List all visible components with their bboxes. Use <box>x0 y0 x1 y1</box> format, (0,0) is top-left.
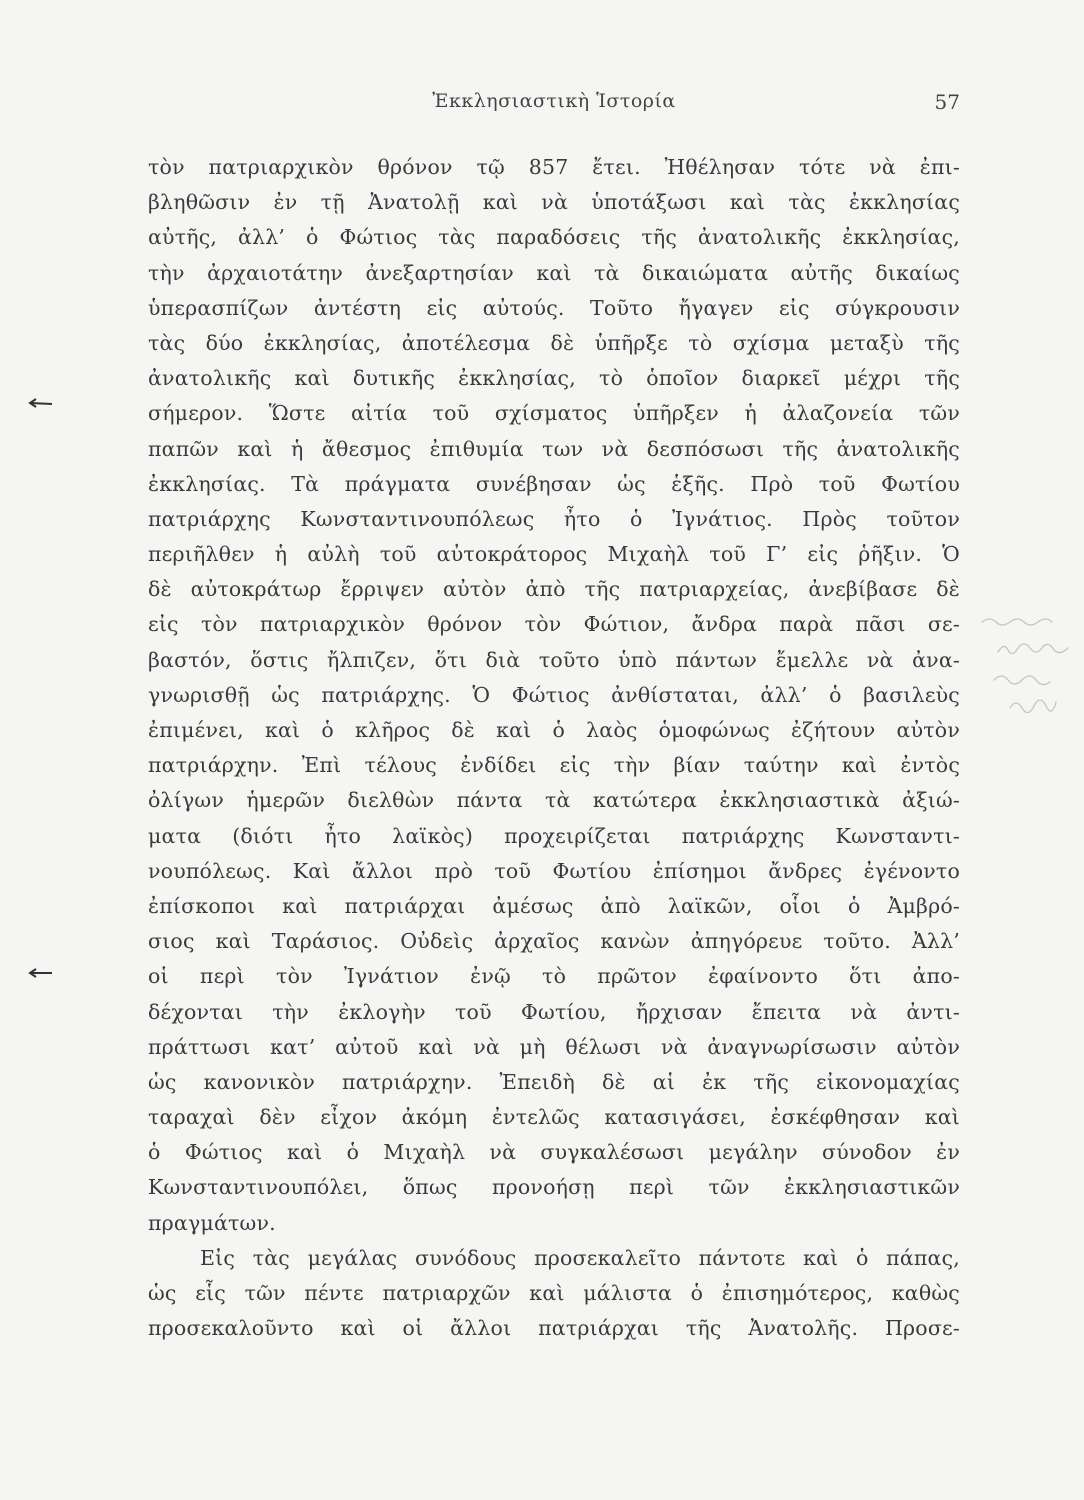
text-line: ὡς κανονικὸν πατριάρχην. Ἐπειδὴ δὲ αἱ ἐκ τῆς εἰκονομαχίας <box>148 1069 960 1094</box>
text-line: περιῆλθεν ἡ αὐλὴ τοῦ αὐτοκράτορος Μιχαὴλ τοῦ Γ’ εἰς ῥῆξιν. Ὁ <box>148 542 960 567</box>
text-line: σήμερον. Ὥστε αἰτία τοῦ σχίσματος ὑπῆρξεν ἡ ἀλαζονεία τῶν <box>148 401 960 426</box>
running-head <box>148 90 960 120</box>
text-line: παπῶν καὶ ἡ ἄθεσμος ἐπιθυμία των νὰ δεσπόσωσι τῆς ἀνατολικῆς <box>148 436 960 461</box>
text-line: ἐκκλησίας. Τὰ πράγματα συνέβησαν ὡς ἑξῆς. Πρὸ τοῦ Φωτίου <box>148 471 960 496</box>
text-line: εἰς τὸν πατριαρχικὸν θρόνον τὸν Φώτιον, ἄνδρα παρὰ πᾶσι σε- <box>148 612 960 637</box>
margin-arrow-icon <box>28 398 56 408</box>
text-line: τὰς δύο ἐκκλησίας, ἀποτέλεσμα δὲ ὑπῆρξε τὸ σχίσμα μεταξὺ τῆς <box>148 330 960 355</box>
text-line: ὁ Φώτιος καὶ ὁ Μιχαὴλ νὰ συγκαλέσωσι μεγάλην σύνοδον ἐν <box>148 1140 960 1165</box>
text-line: δέχονται τὴν ἐκλογὴν τοῦ Φωτίου, ἤρχισαν ἔπειτα νὰ ἀντι- <box>148 999 960 1024</box>
text-line: ματα (διότι ἦτο λαϊκὸς) προχειρίζεται πατριάρχης Κωνσταντι- <box>148 823 960 848</box>
text-line: ὡς εἷς τῶν πέντε πατριαρχῶν καὶ μάλιστα ὁ ἐπισημότερος, καθὼς <box>148 1281 960 1305</box>
text-line: ἐπίσκοποι καὶ πατριάρχαι ἀμέσως ἀπὸ λαϊκῶν, οἷοι ὁ Ἀμβρό- <box>148 893 960 918</box>
text-line: τὴν ἀρχαιοτάτην ἀνεξαρτησίαν καὶ τὰ δικαιώματα αὐτῆς δικαίως <box>148 260 960 285</box>
text-line: πράττωσι κατ’ αὐτοῦ καὶ νὰ μὴ θέλωσι νὰ ἀναγνωρίσωσιν αὐτὸν <box>148 1034 960 1059</box>
text-line: ταραχαὶ δὲν εἶχον ἀκόμη ἐντελῶς κατασιγάσει, ἐσκέφθησαν καὶ <box>148 1105 960 1130</box>
body-text <box>148 150 960 1346</box>
text-line: νουπόλεως. Καὶ ἄλλοι πρὸ τοῦ Φωτίου ἐπίσημοι ἄνδρες ἐγένοντο <box>148 858 960 883</box>
text-line: τὸν πατριαρχικὸν θρόνον τῷ 857 ἔτει. Ἠθέλησαν τότε νὰ ἐπι- <box>148 155 960 179</box>
text-line: Κωνσταντινουπόλει, ὅπως προνοήσῃ περὶ τῶν ἐκκλησιαστικῶν <box>148 1175 960 1200</box>
text-line: προσεκαλοῦντο καὶ οἱ ἄλλοι πατριάρχαι τῆς Ἀνατολῆς. Προσε- <box>148 1316 960 1341</box>
text-line: Εἰς τὰς μεγάλας συνόδους προσεκαλεῖτο πάντοτε καὶ ὁ πάπας, <box>200 1245 960 1270</box>
page-number: 57 <box>934 90 960 114</box>
text-line: βαστόν, ὅστις ἤλπιζεν, ὅτι διὰ τοῦτο ὑπὸ πάντων ἔμελλε νὰ ἀνα- <box>148 647 960 672</box>
text-line: ὑπερασπίζων ἀντέστη εἰς αὐτούς. Τοῦτο ἤγαγεν εἰς σύγκρουσιν <box>148 295 960 320</box>
margin-arrow-icon <box>28 968 56 978</box>
running-title: Ἐκκλησιαστικὴ Ἱστορία <box>432 90 676 112</box>
text-line: ὀλίγων ἡμερῶν διελθὼν πάντα τὰ κατώτερα ἐκκλησιαστικὰ ἀξιώ- <box>148 788 960 813</box>
text-line: βληθῶσιν ἐν τῇ Ἀνατολῇ καὶ νὰ ὑποτάξωσι καὶ τὰς ἐκκλησίας <box>148 190 960 215</box>
text-line: ἀνατολικῆς καὶ δυτικῆς ἐκκλησίας, τὸ ὁποῖον διαρκεῖ μέχρι τῆς <box>148 366 960 391</box>
text-line: σιος καὶ Ταράσιος. Οὐδεὶς ἀρχαῖος κανὼν ἀπηγόρευε τοῦτο. Ἀλλ’ <box>148 929 960 954</box>
text-line: οἱ περὶ τὸν Ἰγνάτιον ἐνῷ τὸ πρῶτον ἐφαίνοντο ὅτι ἀπο- <box>148 964 960 989</box>
text-line: ἐπιμένει, καὶ ὁ κλῆρος δὲ καὶ ὁ λαὸς ὁμοφώνως ἐζήτουν αὐτὸν <box>148 718 960 742</box>
text-line: πραγμάτων. <box>148 1210 276 1235</box>
handwritten-margin-note <box>980 600 1084 720</box>
text-line: πατριάρχην. Ἐπὶ τέλους ἐνδίδει εἰς τὴν βίαν ταύτην καὶ ἐντὸς <box>148 753 960 778</box>
text-line: πατριάρχης Κωνσταντινουπόλεως ἦτο ὁ Ἰγνάτιος. Πρὸς τοῦτον <box>148 506 960 531</box>
text-line: αὐτῆς, ἀλλ’ ὁ Φώτιος τὰς παραδόσεις τῆς ἀνατολικῆς ἐκκλησίας, <box>148 225 960 250</box>
text-line: γνωρισθῇ ὡς πατριάρχης. Ὁ Φώτιος ἀνθίσταται, ἀλλ’ ὁ βασιλεὺς <box>148 682 960 707</box>
text-line: δὲ αὐτοκράτωρ ἔρριψεν αὐτὸν ἀπὸ τῆς πατριαρχείας, ἀνεβίβασε δὲ <box>148 577 960 602</box>
